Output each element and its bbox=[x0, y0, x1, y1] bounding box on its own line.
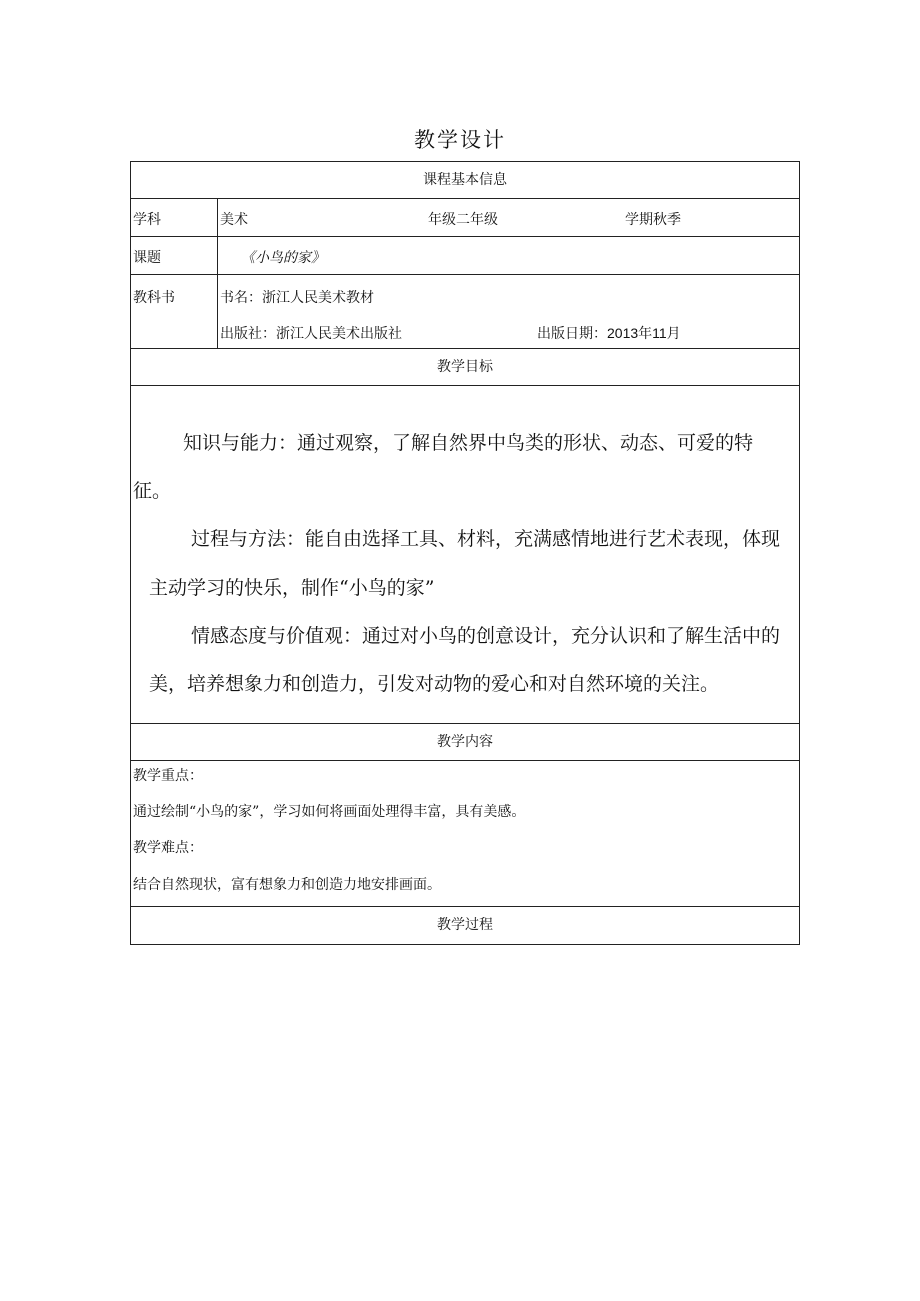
objective-process-line1: 过程与方法：能自由选择工具、材料，充满感情地进行艺术表现，体现 bbox=[191, 528, 781, 550]
textbook-label-cell bbox=[131, 275, 218, 348]
content-header: 教学内容 bbox=[131, 724, 799, 761]
content-body bbox=[131, 761, 799, 907]
subject-row bbox=[131, 199, 799, 237]
subject-value: 美术 bbox=[220, 212, 248, 228]
objectives-body bbox=[131, 386, 799, 724]
key-point-label: 教学重点： bbox=[133, 768, 203, 784]
basic-info-header: 课程基本信息 bbox=[131, 162, 799, 199]
book-name: 书名：浙江人民美术教材 bbox=[220, 290, 374, 306]
objective-knowledge-line1: 知识与能力：通过观察，了解自然界中鸟类的形状、动态、可爱的特 bbox=[183, 432, 754, 454]
objective-attitude-line2: 美，培养想象力和创造力，引发对动物的爱心和对自然环境的关注。 bbox=[149, 673, 720, 695]
subject-label-cell bbox=[131, 199, 218, 236]
key-point-text: 通过绘制“小鸟的家”，学习如何将画面处理得丰富，具有美感。 bbox=[133, 804, 526, 820]
topic-label: 课题 bbox=[133, 250, 161, 266]
textbook-row bbox=[131, 275, 799, 349]
publisher: 出版社：浙江人民美术出版社 bbox=[220, 326, 402, 342]
objective-process-line2: 主动学习的快乐，制作“小鸟的家” bbox=[149, 577, 435, 599]
topic-label-cell bbox=[131, 237, 218, 274]
textbook-label: 教科书 bbox=[133, 290, 175, 306]
objective-attitude-line1: 情感态度与价值观：通过对小鸟的创意设计，充分认识和了解生活中的 bbox=[191, 625, 781, 647]
objectives-header: 教学目标 bbox=[131, 349, 799, 386]
grade-value: 年级二年级 bbox=[428, 212, 498, 228]
subject-label: 学科 bbox=[133, 212, 161, 228]
process-header: 教学过程 bbox=[437, 917, 493, 933]
difficulty-label: 教学难点： bbox=[133, 840, 203, 856]
difficulty-text: 结合自然现状，富有想象力和创造力地安排画面。 bbox=[133, 877, 441, 893]
page-title: 教学设计 bbox=[414, 128, 506, 152]
publish-date: 出版日期：2013年11月 bbox=[537, 325, 681, 341]
objective-knowledge-line2: 征。 bbox=[133, 480, 172, 502]
topic-row bbox=[131, 237, 799, 275]
term-value: 学期秋季 bbox=[625, 212, 681, 228]
lesson-plan-form bbox=[130, 161, 800, 945]
topic-value: 《小鸟的家》 bbox=[241, 250, 325, 266]
